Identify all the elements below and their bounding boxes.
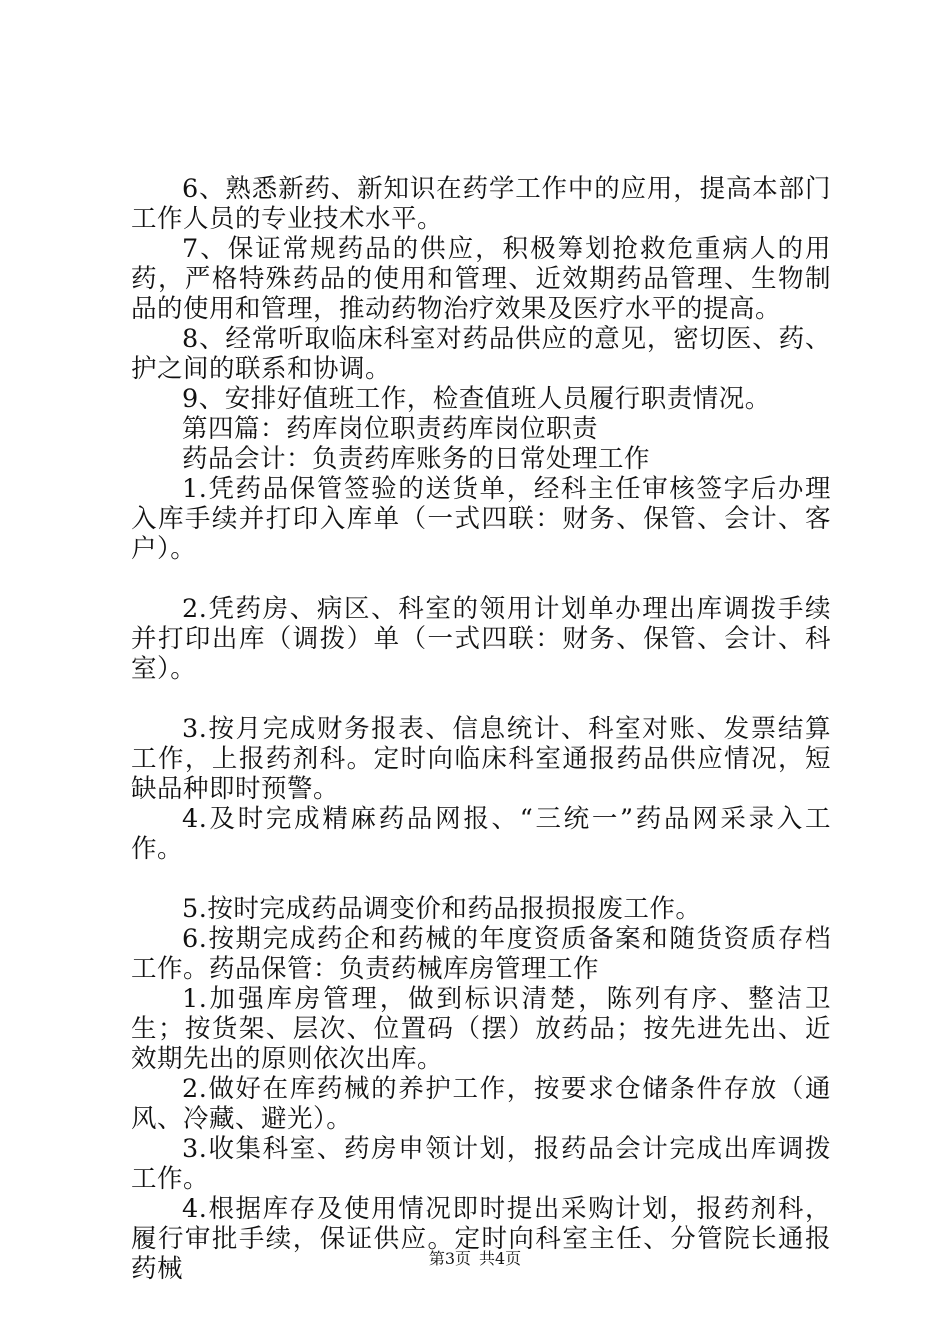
page-number: 第3页 — [428, 1249, 471, 1268]
page-total: 共4页 — [479, 1249, 522, 1268]
keeper-duty-1: 1.加强库房管理，做到标识清楚，陈列有序、整洁卫生；按货架、层次、位置码（摆）放药品；按先进先出、近效期先出的原则依次出库。 — [131, 984, 831, 1074]
paragraph-item-6: 6、熟悉新药、新知识在药学工作中的应用，提高本部门工作人员的专业技术水平。 — [131, 174, 831, 234]
accountant-duty-2: 2.凭药房、病区、科室的领用计划单办理出库调拨手续并打印出库（调拨）单（一式四联：财务、保管、会计、科室）。 — [131, 594, 831, 684]
section-heading: 第四篇：药库岗位职责药库岗位职责 — [182, 414, 599, 444]
accountant-duty-4: 4.及时完成精麻药品网报、“三统一”药品网采录入工作。 — [131, 804, 831, 864]
paragraph-item-9: 9、安排好值班工作，检查值班人员履行职责情况。 — [182, 384, 771, 414]
keeper-duty-3: 3.收集科室、药房申领计划，报药品会计完成出库调拨工作。 — [131, 1134, 831, 1194]
keeper-duty-2: 2.做好在库药械的养护工作，按要求仓储条件存放（通风、冷藏、避光）。 — [131, 1074, 831, 1134]
keeper-duty-4: 4.根据库存及使用情况即时提出采购计划，报药剂科，履行审批手续，保证供应。定时向科室主任、分管院长通报药械 — [131, 1194, 831, 1284]
page-footer — [0, 1246, 950, 1269]
accountant-duty-3: 3.按月完成财务报表、信息统计、科室对账、发票结算工作，上报药剂科。定时向临床科室通报药品供应情况，短缺品种即时预警。 — [131, 714, 831, 804]
document-body — [131, 174, 831, 1284]
paragraph-item-8: 8、经常听取临床科室对药品供应的意见，密切医、药、护之间的联系和协调。 — [131, 324, 831, 384]
accountant-duty-1: 1.凭药品保管签验的送货单，经科主任审核签字后办理入库手续并打印入库单（一式四联：财务、保管、会计、客户）。 — [131, 474, 831, 564]
role-heading-accountant: 药品会计：负责药库账务的日常处理工作 — [182, 444, 651, 474]
accountant-duty-6: 6.按期完成药企和药械的年度资质备案和随货资质存档工作。药品保管：负责药械库房管理工作 — [131, 924, 831, 984]
paragraph-item-7: 7、保证常规药品的供应，积极筹划抢救危重病人的用药，严格特殊药品的使用和管理、近效期药品管理、生物制品的使用和管理，推动药物治疗效果及医疗水平的提高。 — [131, 234, 831, 324]
accountant-duty-5: 5.按时完成药品调变价和药品报损报废工作。 — [182, 894, 702, 924]
